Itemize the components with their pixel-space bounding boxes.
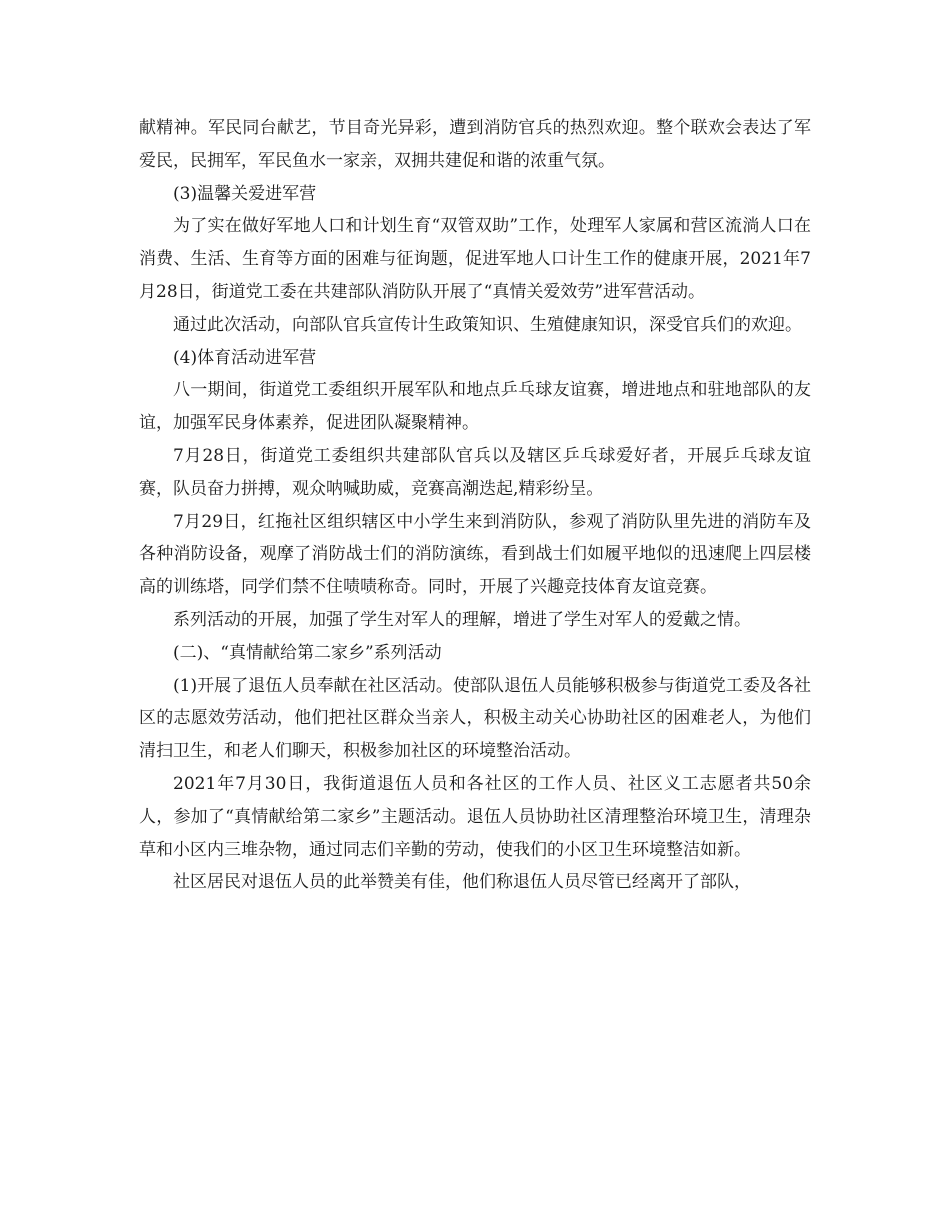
- paragraph: 7月29日，红拖社区组织辖区中小学生来到消防队，参观了消防队里先进的消防车及各种消防设备，观摩了消防战士们的消防演练，看到战士们如履平地似的迅速爬上四层楼高的训练塔，同学们禁不住啧啧称奇。同时，开展了兴趣竞技体育友谊竞赛。: [139, 511, 811, 598]
- paragraph: 通过此次活动，向部队官兵宣传计生政策知识、生殖健康知识，深受官兵们的欢迎。: [173, 314, 802, 335]
- paragraph: 献精神。军民同台献艺，节目奇光异彩，遭到消防官兵的热烈欢迎。整个联欢会表达了军爱民，民拥军，军民鱼水一家亲，双拥共建促和谐的浓重气氛。: [139, 118, 811, 171]
- section-heading: (4)体育活动进军营: [173, 347, 317, 368]
- section-heading: (二)、“真情献给第二家乡”系列活动: [173, 642, 442, 663]
- paragraph: 为了实在做好军地人口和计划生育“双管双助”工作，处理军人家属和营区流淌人口在消费、生活、生育等方面的困难与征询题，促进军地人口计生工作的健康开展，2021年7月28日，街道党工委在共建部队消防队开展了“真情关爱效劳”进军营活动。: [139, 216, 811, 302]
- paragraph: (1)开展了退伍人员奉献在社区活动。使部队退伍人员能够积极参与街道党工委及各社区的志愿效劳活动，他们把社区群众当亲人，积极主动关心协助社区的困难老人，为他们清扫卫生，和老人们聊天，积极参加社区的环境整治活动。: [139, 675, 811, 762]
- paragraph: 八一期间，街道党工委组织开展军队和地点乒乓球友谊赛，增进地点和驻地部队的友谊，加强军民身体素养，促进团队凝聚精神。: [139, 380, 811, 434]
- paragraph: 社区居民对退伍人员的此举赞美有佳，他们称退伍人员尽管已经离开了部队，: [173, 872, 751, 893]
- document-body: [139, 112, 811, 899]
- section-heading: (3)温馨关爱进军营: [173, 183, 317, 204]
- paragraph: 2021年7月30日，我街道退伍人员和各社区的工作人员、社区义工志愿者共50余人，参加了“真情献给第二家乡”主题活动。退伍人员协助社区清理整治环境卫生，清理杂草和小区内三堆杂物，通过同志们辛勤的劳动，使我们的小区卫生环境整洁如新。: [139, 773, 811, 860]
- paragraph: 系列活动的开展，加强了学生对军人的理解，增进了学生对军人的爱戴之情。: [173, 609, 751, 630]
- paragraph: 7月28日，街道党工委组织共建部队官兵以及辖区乒乓球爱好者，开展乒乓球友谊赛，队员奋力拼搏，观众呐喊助威，竞赛高潮迭起,精彩纷呈。: [139, 445, 811, 499]
